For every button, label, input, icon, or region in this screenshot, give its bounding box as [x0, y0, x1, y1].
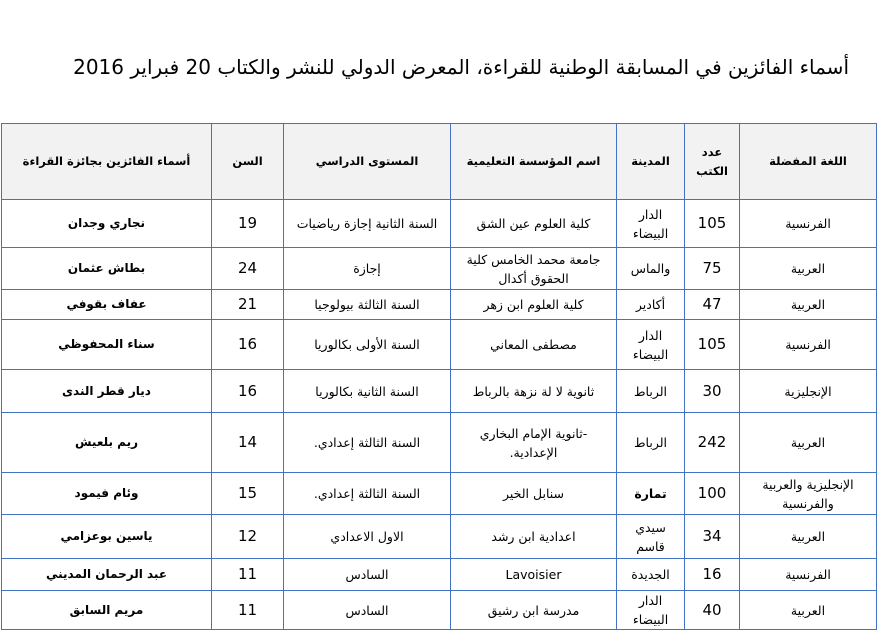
- cell-institution: كلية العلوم عين الشق: [451, 200, 617, 248]
- cell-age: 21: [212, 290, 284, 320]
- cell-books: 100: [685, 473, 740, 515]
- cell-institution: اعدادية ابن رشد: [451, 515, 617, 559]
- cell-city: الرباط: [617, 413, 685, 473]
- cell-institution: ثانوية لا لة نزهة بالرباط: [451, 370, 617, 413]
- cell-language: العربية: [740, 290, 877, 320]
- cell-institution: مصطفى المعاني: [451, 320, 617, 370]
- cell-level: السنة الثانية بكالوريا: [284, 370, 451, 413]
- cell-age: 11: [212, 559, 284, 591]
- cell-name: نجاري وجدان: [2, 200, 212, 248]
- cell-city: الجديدة: [617, 559, 685, 591]
- page-title: أسماء الفائزين في المسابقة الوطنية للقراءة، المعرض الدولي للنشر والكتاب 20 فبراير 2016: [73, 55, 849, 79]
- cell-books: 242: [685, 413, 740, 473]
- header-level: المستوى الدراسي: [284, 124, 451, 200]
- table-row: [2, 320, 877, 370]
- cell-age: 14: [212, 413, 284, 473]
- cell-language: الفرنسية: [740, 559, 877, 591]
- cell-institution: سنابل الخير: [451, 473, 617, 515]
- table-row: [2, 473, 877, 515]
- cell-institution: كلية العلوم ابن زهر: [451, 290, 617, 320]
- header-name: أسماء الفائزين بجائزة القراءة: [2, 124, 212, 200]
- cell-name: عفاف بقوفي: [2, 290, 212, 320]
- cell-books: 16: [685, 559, 740, 591]
- cell-name: سناء المحفوظي: [2, 320, 212, 370]
- table-row: [2, 248, 877, 290]
- cell-age: 12: [212, 515, 284, 559]
- cell-language: الإنجليزية والعربية والفرنسية: [740, 473, 877, 515]
- cell-books: 40: [685, 591, 740, 630]
- cell-level: إجازة: [284, 248, 451, 290]
- cell-name: ريم بلعيش: [2, 413, 212, 473]
- table-row: [2, 591, 877, 630]
- winners-table-container: [1, 123, 876, 630]
- cell-name: مريم السابق: [2, 591, 212, 630]
- cell-books: 34: [685, 515, 740, 559]
- cell-city: الدار البيضاء: [617, 320, 685, 370]
- cell-name: ياسين بوعزامي: [2, 515, 212, 559]
- table-row: [2, 515, 877, 559]
- cell-city: تمارة: [617, 473, 685, 515]
- cell-age: 15: [212, 473, 284, 515]
- table-row: [2, 200, 877, 248]
- cell-level: السادس: [284, 559, 451, 591]
- cell-age: 16: [212, 320, 284, 370]
- header-institution: اسم المؤسسة التعليمية: [451, 124, 617, 200]
- cell-city: سيدي قاسم: [617, 515, 685, 559]
- header-city: المدينة: [617, 124, 685, 200]
- winners-table: [1, 123, 877, 630]
- cell-age: 11: [212, 591, 284, 630]
- cell-level: السنة الثالثة إعدادي.: [284, 413, 451, 473]
- cell-city: الدار البيضاء: [617, 200, 685, 248]
- cell-institution: جامعة محمد الخامس كلية الحقوق أكدال: [451, 248, 617, 290]
- cell-language: العربية: [740, 515, 877, 559]
- cell-age: 19: [212, 200, 284, 248]
- cell-age: 24: [212, 248, 284, 290]
- cell-language: الفرنسية: [740, 200, 877, 248]
- table-row: [2, 559, 877, 591]
- cell-level: الاول الاعدادي: [284, 515, 451, 559]
- cell-language: الإنجليزية: [740, 370, 877, 413]
- cell-institution: -ثانوية الإمام البخاري الإعدادية.: [451, 413, 617, 473]
- cell-name: عبد الرحمان المديني: [2, 559, 212, 591]
- table-header-row: [2, 124, 877, 200]
- cell-level: السنة الأولى بكالوريا: [284, 320, 451, 370]
- header-language: اللغة المفضلة: [740, 124, 877, 200]
- cell-books: 75: [685, 248, 740, 290]
- table-row: [2, 370, 877, 413]
- cell-institution: مدرسة ابن رشيق: [451, 591, 617, 630]
- cell-books: 105: [685, 200, 740, 248]
- cell-books: 30: [685, 370, 740, 413]
- cell-age: 16: [212, 370, 284, 413]
- cell-level: السنة الثالثة بيولوجيا: [284, 290, 451, 320]
- cell-name: ديار قطر الندى: [2, 370, 212, 413]
- header-age: السن: [212, 124, 284, 200]
- cell-books: 105: [685, 320, 740, 370]
- cell-language: الفرنسية: [740, 320, 877, 370]
- cell-city: الرباط: [617, 370, 685, 413]
- cell-institution: Lavoisier: [451, 559, 617, 591]
- table-row: [2, 290, 877, 320]
- header-books: عدد الكتب: [685, 124, 740, 200]
- cell-language: العربية: [740, 248, 877, 290]
- cell-city: أكادير: [617, 290, 685, 320]
- cell-name: بطاش عثمان: [2, 248, 212, 290]
- cell-books: 47: [685, 290, 740, 320]
- cell-language: العربية: [740, 413, 877, 473]
- cell-level: السنة الثالثة إعدادي.: [284, 473, 451, 515]
- cell-city: الدار البيضاء: [617, 591, 685, 630]
- cell-city: والماس: [617, 248, 685, 290]
- table-row: [2, 413, 877, 473]
- cell-level: السادس: [284, 591, 451, 630]
- cell-level: السنة الثانية إجازة رياضيات: [284, 200, 451, 248]
- cell-name: وئام فيمود: [2, 473, 212, 515]
- cell-language: العربية: [740, 591, 877, 630]
